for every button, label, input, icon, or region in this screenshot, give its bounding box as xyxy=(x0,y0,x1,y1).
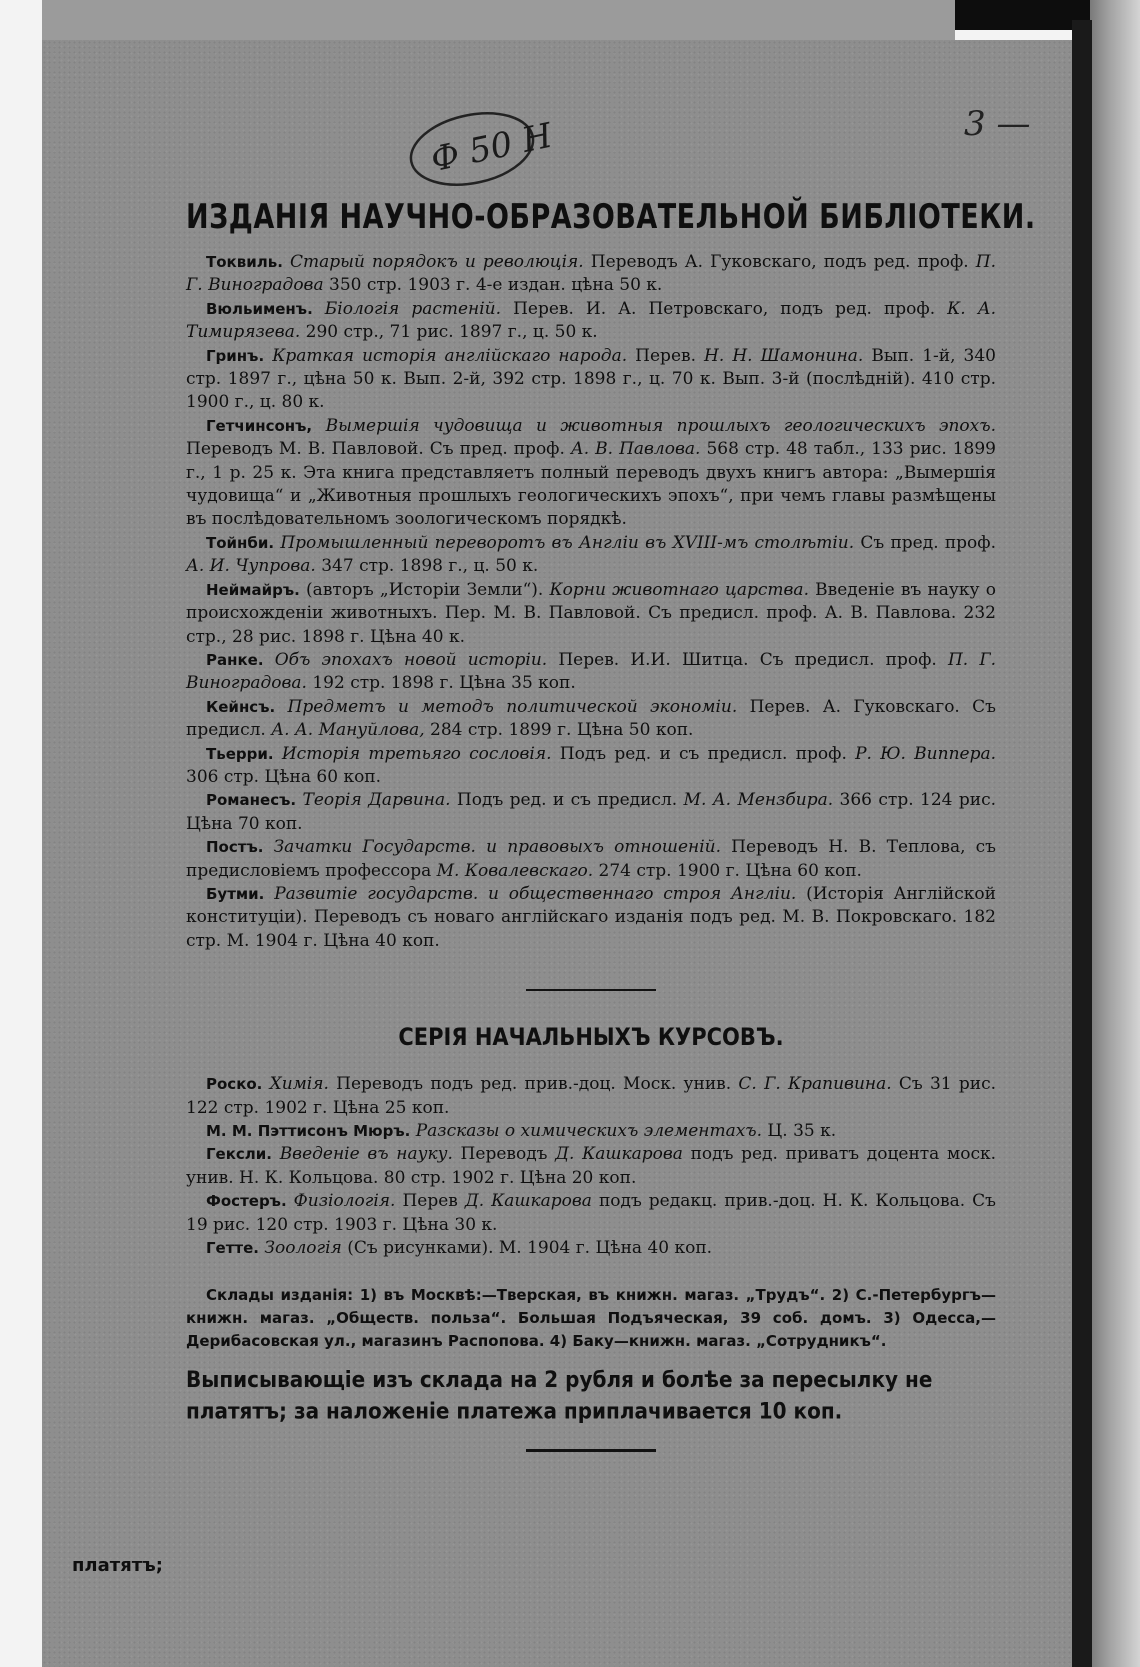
book-title: Зоологія xyxy=(264,1238,342,1259)
book-publication-info: 568 стр. 48 табл., 133 рис. 1899 г., 1 р. 25 к. Эта книга представляетъ полный переводъ двухъ книгъ автора: „Вымершія чудовища“ и „Животныя прошлыхъ геологическихъ эпохъ“, при чемъ главы размѣщены въ послѣдовательномъ зоологическомъ порядкѣ. xyxy=(186,439,996,530)
book-details: Подъ ред. и съ предисл. проф. xyxy=(551,743,847,764)
book-title: Химія. xyxy=(269,1074,329,1095)
book-author: Гетчинсонъ, xyxy=(206,416,313,435)
book-details: Переводъ Н. В. Теплова, съ предисловіемъ профессора xyxy=(186,837,996,881)
handwritten-stamp xyxy=(406,105,556,187)
book-publication-info: 192 стр. 1898 г. Цѣна 35 коп. xyxy=(306,673,576,694)
book-title: Зачатки Государств. и правовыхъ отношеній. xyxy=(273,837,722,858)
book-publication-info: 366 стр. 124 рис. Цѣна 70 коп. xyxy=(186,790,996,834)
book-entry xyxy=(186,696,996,743)
book-details: Перев xyxy=(395,1191,458,1212)
book-title: Предметъ и методъ политической экономіи. xyxy=(287,696,738,717)
stamp-text: Ф 50 Н xyxy=(427,115,556,181)
book-author: Постъ. xyxy=(206,838,264,857)
book-publication-info: 347 стр. 1898 г., ц. 50 к. xyxy=(315,556,539,577)
book-details: Перев. xyxy=(627,345,696,366)
book-title: Исторія третьяго сословія. xyxy=(281,743,552,764)
book-author: Ранке. xyxy=(206,650,264,669)
book-title: Объ эпохахъ новой исторіи. xyxy=(274,649,548,670)
book-entry xyxy=(186,1143,996,1190)
depots-text: Склады изданія: 1) въ Москвѣ:—Тверская, въ книжн. магаз. „Трудъ“. 2) С.-Петербургъ—книжн. магаз. „Обществ. польза“. Большая Подъяческая, 39 соб. домъ. 3) Одесса,—Дерибасовская ул., магазинъ Распопова. 4) Баку—книжн. магаз. „Сотрудникъ“. xyxy=(186,1286,996,1351)
book-title: Теорія Дарвина. xyxy=(302,790,451,811)
cover-top-edge xyxy=(42,0,955,40)
book-details: Подъ ред. и съ предисл. xyxy=(450,790,678,811)
book-author: Гетте. xyxy=(206,1239,259,1258)
book-details: Переводъ подъ ред. прив.-доц. Моск. унив. xyxy=(328,1074,732,1095)
book-publication-info: 274 стр. 1900 г. Цѣна 60 коп. xyxy=(593,860,862,881)
book-title: Промышленный переворотъ въ Англіи въ XVIII-мъ столѣтіи. xyxy=(280,532,855,553)
book-title: Біологія растеній. xyxy=(324,298,502,319)
book-publication-info: Вып. 1-й, 340 стр. 1897 г., цѣна 50 к. Вып. 2-й, 392 стр. 1898 г., ц. 70 к. Вып. 3-й (послѣдній). 410 стр. 1900 г., ц. 80 к. xyxy=(186,345,996,413)
book-entry xyxy=(186,532,996,579)
book-details: (Съ рисунками). М. 1904 г. Цѣна 40 коп. xyxy=(341,1238,713,1259)
shipping-notice: Выписывающіе изъ склада на 2 рубля и болѣе за пересылку не платятъ; за наложеніе платежа приплачивается 10 коп. xyxy=(186,1366,933,1425)
book-title: Разсказы о химическихъ элементахъ. xyxy=(415,1121,763,1141)
book-title: Физіологія. xyxy=(293,1191,396,1212)
corner-mark-text: 3 — xyxy=(964,104,1031,144)
book-details: Перев. И. А. Петровскаго, подъ ред. проф. xyxy=(501,298,936,319)
book-editor: К. А. Тимирязева. xyxy=(186,298,997,343)
book-details: (авторъ „Исторіи Земли“). xyxy=(306,579,544,600)
book-publication-info: 306 стр. Цѣна 60 коп. xyxy=(186,766,382,787)
book-title: Краткая исторія англійскаго народа. xyxy=(272,345,628,366)
book-details: Перев. А. Гуковскаго. Съ предисл. xyxy=(186,696,996,741)
book-title: Вымершія чудовища и животныя прошлыхъ геологическихъ эпохъ. xyxy=(325,415,996,436)
book-editor: П. Г. Виноградова xyxy=(186,252,996,296)
book-entry xyxy=(186,1237,996,1260)
book-details: Переводъ xyxy=(452,1144,548,1165)
book-edge xyxy=(1090,0,1140,1667)
book-entry xyxy=(186,579,996,649)
book-author: Неймайръ. xyxy=(206,580,300,599)
book-entry xyxy=(186,743,996,790)
book-details: Перев. И.И. Шитца. Съ предисл. проф. xyxy=(547,649,937,670)
book-title: Старый порядокъ и революція. xyxy=(289,252,584,272)
book-editor: М. Ковалевскаго. xyxy=(431,860,594,881)
book-entry xyxy=(186,883,996,953)
handwritten-corner-mark xyxy=(964,95,1064,150)
book-author: Тойнби. xyxy=(206,533,275,552)
book-publication-info: Введеніе въ науку о происхожденіи животныхъ. Пер. М. В. Павловой. Съ предисл. проф. А. В. Павлова. 232 стр., 28 рис. 1898 г. Цѣна 40 к. xyxy=(186,579,996,647)
book-editor: Р. Ю. Виппера. xyxy=(846,743,996,764)
book-publication-info: Съ 31 рис. 122 стр. 1902 г. Цѣна 25 коп. xyxy=(186,1074,997,1118)
book-editor: П. Г. Виноградова. xyxy=(186,649,997,694)
book-details: Съ пред. проф. xyxy=(854,532,996,553)
page xyxy=(42,40,1074,1667)
book-author: Романесъ. xyxy=(206,791,297,810)
book-entry xyxy=(186,251,996,298)
book-editor: М. А. Мензбира. xyxy=(677,790,834,811)
spine-shadow xyxy=(1072,20,1092,1667)
book-publication-info: 290 стр., 71 рис. 1897 г., ц. 50 к. xyxy=(300,322,598,343)
corner-fragment: платятъ; xyxy=(72,1555,163,1576)
bottom-separator xyxy=(526,1449,656,1452)
book-entry xyxy=(186,1120,996,1143)
book-editor: А. В. Павлова. xyxy=(564,439,701,460)
book-editor: С. Г. Крапивина. xyxy=(731,1074,892,1095)
section-title-library: ИЗДАНІЯ НАУЧНО-ОБРАЗОВАТЕЛЬНОЙ БИБЛІОТЕКИ. xyxy=(186,198,1036,237)
book-author: Вюльименъ. xyxy=(206,299,313,318)
book-publication-info: подъ ред. приватъ доцента моск. унив. Н. К. Кольцова. 80 стр. 1902 г. Цѣна 20 коп. xyxy=(186,1144,997,1188)
courses-book-list xyxy=(186,1073,996,1260)
book-author: М. М. Пэттисонъ Мюръ. xyxy=(206,1122,411,1140)
book-entry xyxy=(186,789,996,836)
book-editor: Корни животнаго царства. xyxy=(543,579,809,600)
book-publication-info: 350 стр. 1903 г. 4-е издан. цѣна 50 к. xyxy=(323,275,663,296)
book-editor: Д. Кашкарова xyxy=(457,1191,592,1212)
book-author: Токвиль. xyxy=(206,253,283,271)
content xyxy=(186,198,1036,1452)
book-entry xyxy=(186,1073,996,1120)
book-author: Бутми. xyxy=(206,884,265,903)
book-editor: Н. Н. Шамонина. xyxy=(695,345,864,366)
book-entry xyxy=(186,415,996,532)
book-publication-info: 284 стр. 1899 г. Цѣна 50 коп. xyxy=(424,720,694,741)
book-details: Переводъ М. В. Павловой. Съ пред. проф. xyxy=(186,439,565,460)
book-author: Кейнсъ. xyxy=(206,697,276,716)
book-editor: Д. Кашкарова xyxy=(547,1144,683,1165)
book-author: Фостеръ. xyxy=(206,1192,287,1211)
book-entry xyxy=(186,1190,996,1237)
book-editor: А. А. Мануйлова, xyxy=(265,720,425,741)
book-entry xyxy=(186,836,996,883)
book-title: Введеніе въ науку. xyxy=(279,1144,453,1165)
book-editor: А. И. Чупрова. xyxy=(186,556,316,577)
book-title: Развитіе государств. и общественнаго строя Англіи. xyxy=(274,883,797,904)
separator xyxy=(526,989,656,991)
book-entry xyxy=(186,345,996,415)
book-author: Гексли. xyxy=(206,1145,272,1164)
library-book-list xyxy=(186,251,996,953)
book-details: Ц. 35 к. xyxy=(762,1121,837,1141)
section-title-courses: СЕРІЯ НАЧАЛЬНЫХЪ КУРСОВЪ. xyxy=(398,1023,784,1051)
book-details: Переводъ А. Гуковскаго, подъ ред. проф. xyxy=(583,252,969,272)
book-details: (Исторія Англійской конституціи). Переводъ съ новаго англійскаго изданія подъ ред. М. В. Покровскаго. 182 стр. М. 1904 г. Цѣна 40 коп. xyxy=(186,883,996,951)
book-author: Гринъ. xyxy=(206,346,265,365)
book-author: Роско. xyxy=(206,1075,263,1094)
book-entry xyxy=(186,298,996,345)
book-entry xyxy=(186,649,996,696)
book-publication-info: подъ редакц. прив.-доц. Н. К. Кольцова. Съ 19 рис. 120 стр. 1903 г. Цѣна 30 к. xyxy=(186,1191,996,1235)
book-author: Тьерри. xyxy=(206,744,274,763)
